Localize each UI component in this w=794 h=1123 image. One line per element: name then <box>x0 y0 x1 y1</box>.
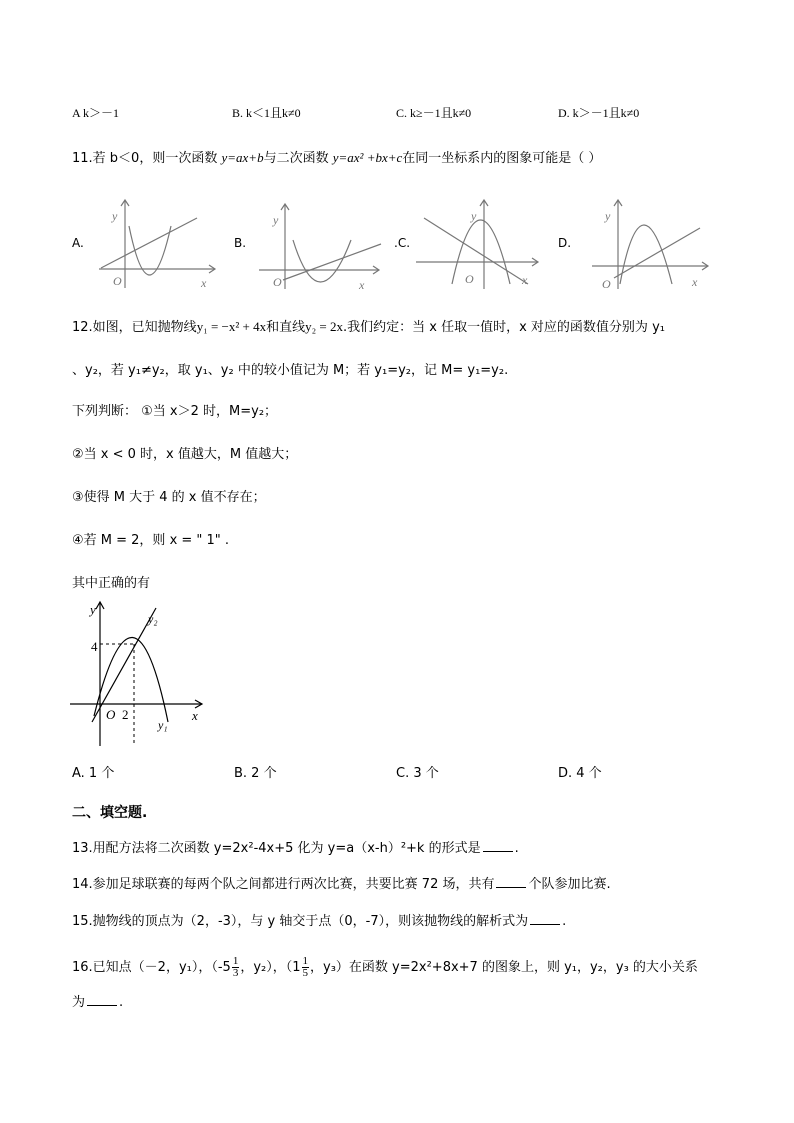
origin-label: O <box>106 707 116 722</box>
q12-line-3: 下列判断： ①当 x＞2 时，M=y₂； <box>72 404 278 419</box>
q13-text: 13.用配方法将二次函数 y=2x²-4x+5 化为 y=a（x-h）²+k 的形式是 <box>72 841 481 856</box>
q12-line-1 <box>72 318 665 337</box>
q13-question <box>72 839 519 858</box>
q16-question <box>72 956 698 979</box>
q11-linear-function: y=ax+b <box>221 150 264 165</box>
q11-label-a: A. <box>72 236 84 250</box>
q14-text: 14.参加足球联赛的每两个队之间都进行两次比赛，共要比赛 72 场，共有 <box>72 877 495 892</box>
axis-y-label: y <box>471 209 477 223</box>
q16-fraction-2-numerator: 1 <box>302 955 308 967</box>
q11-graph-a <box>95 196 220 291</box>
q16-line-2 <box>72 993 123 1012</box>
tick-x-label: 2 <box>122 707 129 722</box>
y2-label: y₂ <box>148 612 158 626</box>
axis-y-label: y <box>90 602 96 617</box>
origin-label: O <box>465 272 474 286</box>
q16-fraction-1-numerator: 1 <box>232 955 239 967</box>
q14-question <box>72 875 611 894</box>
q16-blank[interactable] <box>87 993 117 1006</box>
q12-convention: .我们约定：当 x 任取一值时，x 对应的函数值分别为 y₁ <box>343 320 665 335</box>
q11-graph-d <box>588 196 713 291</box>
axis-x-label: x <box>201 276 207 290</box>
q11-label-c: .C. <box>394 236 411 250</box>
q12-and: 和直线 <box>266 320 306 335</box>
q11-mid: 与二次函数 <box>263 151 329 166</box>
q11-graph-b <box>255 196 385 291</box>
y1-label: y₁ <box>158 718 168 732</box>
q11-prefix: 11.若 b＜0，则一次函数 <box>72 151 218 166</box>
q16-fraction-1-denominator: 3 <box>232 967 239 979</box>
q12-line-4: ②当 x < 0 时，x 值越大，M 值越大； <box>72 447 298 462</box>
axis-x-label: x <box>692 275 698 289</box>
q10-option-b: B. k＜1且k≠0 <box>232 106 301 120</box>
q12-option-b: B. 2 个 <box>234 766 277 781</box>
q16-wei: 为 <box>72 995 86 1010</box>
axis-y-label: y <box>273 213 279 227</box>
q16-part-3: ，y₃）在函数 y=2x²+8x+7 的图象上，则 y₁，y₂，y₃ 的大小关系 <box>310 960 698 975</box>
section-title: 二、填空题. <box>72 805 148 821</box>
axis-y-label: y <box>605 209 611 223</box>
q15-text: 15.抛物线的顶点为（2，-3），与 y 轴交于点（0，-7），则该抛物线的解析式为 <box>72 914 529 929</box>
origin-label: O <box>273 275 282 289</box>
q16-part-1: 16.已知点（－2，y₁），（-5 <box>72 960 231 975</box>
q16-fraction-2-denominator: 5 <box>302 967 308 979</box>
q12-line-2: 、y₂，若 y₁≠y₂，取 y₁、y₂ 中的较小值记为 M；若 y₁=y₂，记 M= y₁=y₂. <box>72 363 509 378</box>
q13-end: . <box>514 841 519 856</box>
q12-option-a: A. 1 个 <box>72 766 115 781</box>
q10-option-a: A k＞－1 <box>72 106 120 120</box>
q16-fraction-2 <box>302 956 310 979</box>
axis-x-label: x <box>359 278 365 291</box>
q16-part-2: ，y₂），（1 <box>240 960 301 975</box>
q12-option-c: C. 3 个 <box>396 766 439 781</box>
q13-blank[interactable] <box>483 839 513 852</box>
q14-blank[interactable] <box>496 875 526 888</box>
q12-line-function: y₂ = 2x <box>305 319 344 334</box>
q16-fraction-1 <box>232 956 240 979</box>
q16-end: . <box>119 995 124 1010</box>
q12-intro: 12.如图，已知抛物线 <box>72 320 197 335</box>
tick-y-label: 4 <box>91 639 98 654</box>
q11-label-b: B. <box>234 236 247 250</box>
q15-question <box>72 912 566 931</box>
q12-line-6: ④若 M = 2，则 x = " 1" . <box>72 533 230 548</box>
axis-x-label: x <box>522 273 528 287</box>
q12-line-5: ③使得 M 大于 4 的 x 值不存在； <box>72 490 266 505</box>
q11-label-d: D. <box>558 236 572 250</box>
q11-graph-c <box>412 196 542 291</box>
origin-label: O <box>113 274 122 288</box>
q15-blank[interactable] <box>530 912 560 925</box>
axis-y-label: y <box>112 209 118 223</box>
q11-question <box>72 149 601 168</box>
q11-quadratic-function: y=ax² +bx+c <box>332 150 403 165</box>
q12-line-7: 其中正确的有 <box>72 576 151 591</box>
q12-parabola: y₁ = −x² + 4x <box>196 319 267 334</box>
q10-option-c: C. k≥－1且k≠0 <box>396 106 472 120</box>
q12-graph <box>66 598 216 748</box>
origin-label: O <box>602 277 611 291</box>
q11-suffix: 在同一坐标系内的图象可能是（ ） <box>402 151 602 166</box>
axis-x-label: x <box>192 708 198 723</box>
q15-end: . <box>562 914 567 929</box>
q10-option-d: D. k＞－1且k≠0 <box>558 106 640 120</box>
q14-end: 个队参加比赛. <box>528 877 611 892</box>
q12-option-d: D. 4 个 <box>558 766 602 781</box>
